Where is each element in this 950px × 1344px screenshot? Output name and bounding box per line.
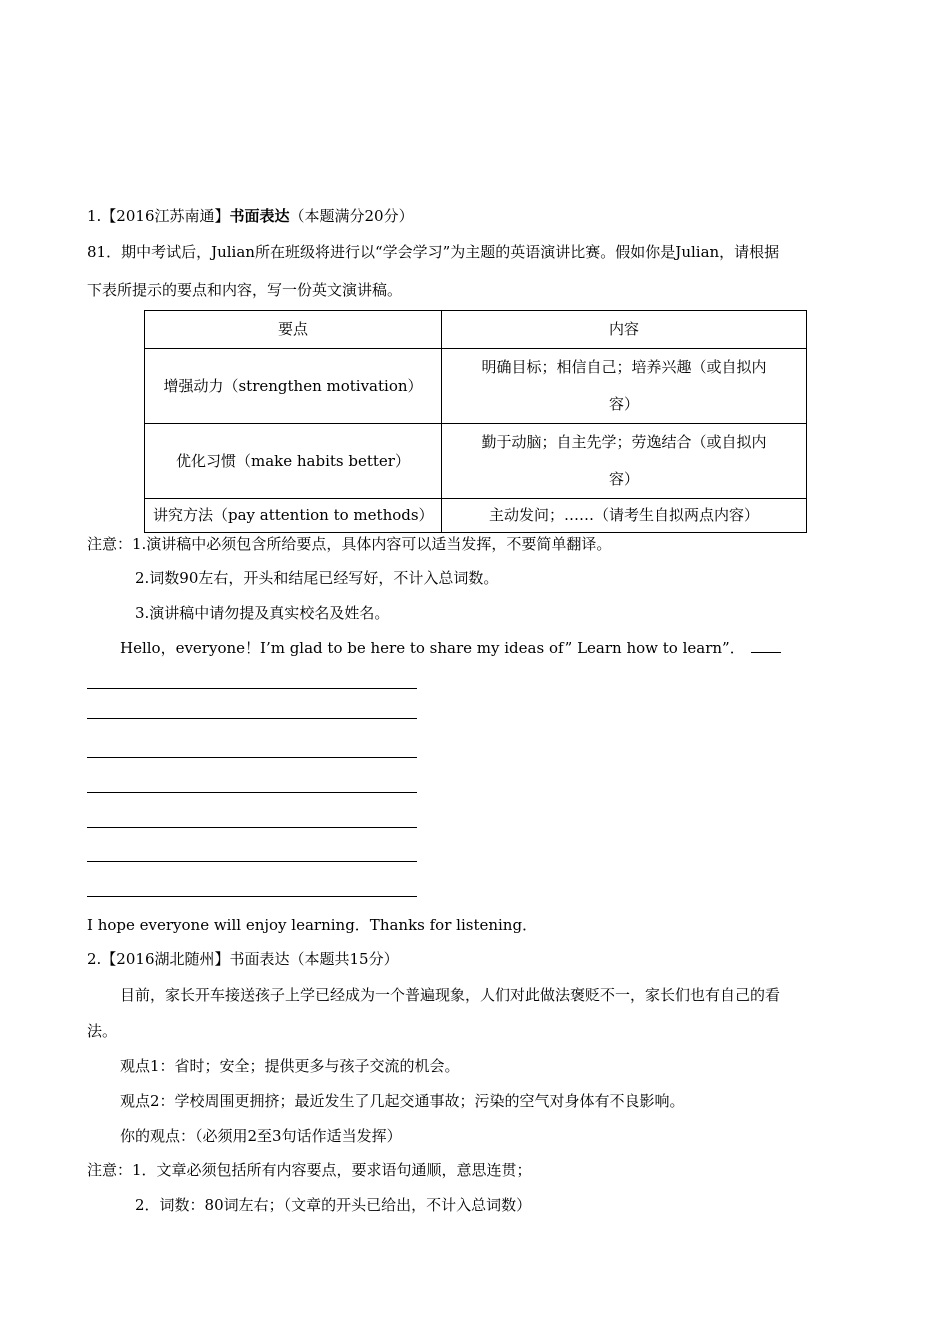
answer-line[interactable] (87, 688, 417, 689)
content-line: 勤于动脑；自主先学；劳逸结合（或自拟内 (481, 433, 767, 451)
answer-line[interactable] (87, 792, 417, 793)
q1-header (87, 206, 414, 226)
table-cell-point: 增强动力（strengthen motivation） (145, 349, 442, 424)
q2-header: 2.【2016湖北随州】书面表达（本题共15分） (87, 950, 399, 968)
table-header-point: 要点 (145, 311, 442, 349)
q2-your-view: 你的观点：（必须用2至3句话作适当发挥） (120, 1127, 402, 1145)
q1-note-3: 3.演讲稿中请勿提及真实校名及姓名。 (135, 604, 390, 622)
q2-intro-line1: 目前，家长开车接送孩子上学已经成为一个普遍现象，人们对此做法褒贬不一，家长们也有自己的看 (120, 986, 781, 1004)
answer-line[interactable] (87, 896, 417, 897)
q1-note-1: 注意：1.演讲稿中必须包含所给要点，具体内容可以适当发挥，不要简单翻译。 (87, 535, 612, 553)
table-row (145, 499, 807, 533)
answer-line[interactable] (87, 861, 417, 862)
answer-blank-inline[interactable] (751, 638, 781, 653)
table-cell-content (442, 424, 807, 499)
q2-note-2: 2．词数：80词左右；（文章的开头已给出，不计入总词数） (135, 1196, 532, 1214)
answer-line[interactable] (87, 757, 417, 758)
q1-opening-text: Hello，everyone！I’m glad to be here to share my ideas of” Learn how to learn”． (120, 639, 745, 657)
table-header-row (145, 311, 807, 349)
q1-prompt-line2: 下表所提示的要点和内容，写一份英文演讲稿。 (87, 281, 403, 299)
q2-view-2: 观点2：学校周围更拥挤；最近发生了几起交通事故；污染的空气对身体有不良影响。 (120, 1092, 685, 1110)
q2-view-1: 观点1：省时；安全；提供更多与孩子交流的机会。 (120, 1057, 460, 1075)
q2-note-1: 注意：1．文章必须包括所有内容要点，要求语句通顺，意思连贯； (87, 1161, 532, 1179)
content-line: 明确目标；相信自己；培养兴趣（或自拟内 (481, 358, 767, 376)
q1-prompt-line1: 81．期中考试后，Julian所在班级将进行以“学会学习”为主题的英语演讲比赛。假如你是Julian，请根据 (87, 243, 780, 261)
q1-note-2: 2.词数90左右，开头和结尾已经写好，不计入总词数。 (135, 569, 499, 587)
table-cell-point: 优化习惯（make habits better） (145, 424, 442, 499)
table-row (145, 424, 807, 499)
q1-header-prefix: 1.【2016江苏南通】 (87, 207, 230, 225)
answer-line[interactable] (87, 827, 417, 828)
table-cell-content: 主动发问；……（请考生自拟两点内容） (442, 499, 807, 533)
answer-line[interactable] (87, 718, 417, 719)
q1-header-suffix: （本题满分20分） (289, 207, 414, 225)
q1-closing: I hope everyone will enjoy learning．Thanks for listening． (87, 916, 538, 934)
q1-opening (120, 638, 781, 658)
table-header-content: 内容 (442, 311, 807, 349)
q2-intro-line2: 法。 (87, 1022, 118, 1040)
content-line: 容） (608, 470, 639, 488)
requirements-table (144, 310, 807, 533)
table-row (145, 349, 807, 424)
content-line: 容） (608, 395, 639, 413)
table-cell-point: 讲究方法（pay attention to methods） (145, 499, 442, 533)
q1-header-bold: 书面表达 (229, 207, 290, 225)
table-cell-content (442, 349, 807, 424)
